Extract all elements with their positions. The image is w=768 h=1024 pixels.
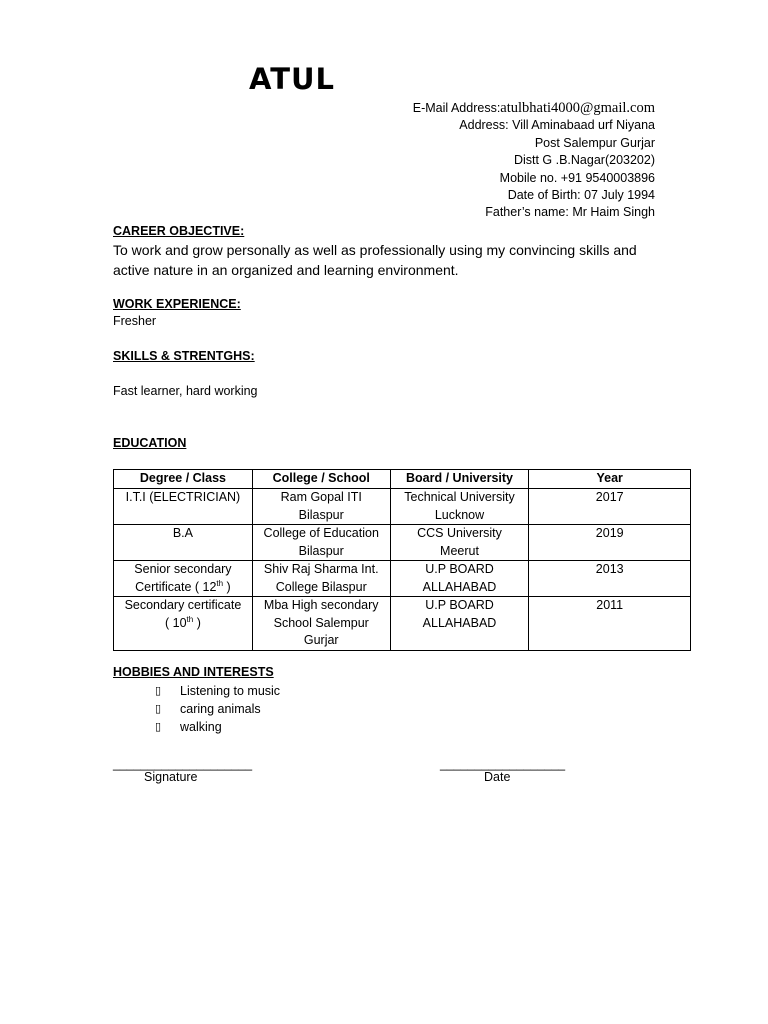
hobbies-list xyxy=(155,682,280,736)
signature-label: Signature xyxy=(144,770,198,784)
ordinal-suffix: th xyxy=(216,578,224,588)
table-row xyxy=(114,561,691,597)
year-cell: 2019 xyxy=(529,525,691,561)
college-cell xyxy=(252,525,390,561)
degree-line: I.T.I (ELECTRICIAN) xyxy=(125,490,241,504)
career-objective-line-1: To work and grow personally as well as professionally using my convincing skills and xyxy=(113,242,637,258)
header-college: College / School xyxy=(252,470,390,489)
board-cell xyxy=(390,597,529,651)
degree-text: ( 10 xyxy=(165,615,187,630)
college-line: College of Education xyxy=(263,526,379,540)
contact-block xyxy=(413,100,655,222)
bullet-icon: ▯ xyxy=(155,684,162,697)
email-line xyxy=(413,100,655,117)
year-cell: 2017 xyxy=(529,489,691,525)
bullet-icon: ▯ xyxy=(155,720,162,733)
mobile-number: Mobile no. +91 9540003896 xyxy=(499,170,655,185)
board-line: ALLAHABAD xyxy=(422,579,497,594)
board-line: U.P BOARD xyxy=(425,598,494,612)
address-line-1: Address: Vill Aminabaad urf Niyana xyxy=(459,118,655,133)
skills-value: Fast learner, hard working xyxy=(113,384,258,398)
year-cell: 2011 xyxy=(529,597,691,651)
board-line: Technical University xyxy=(404,490,515,504)
bullet-icon: ▯ xyxy=(155,702,162,715)
board-line: ALLAHABAD xyxy=(422,615,497,630)
date-line: __________________ xyxy=(440,757,566,771)
college-line: School Salempur xyxy=(273,615,369,630)
table-row xyxy=(114,489,691,525)
degree-line: B.A xyxy=(172,526,193,540)
address-line-3: Distt G .B.Nagar(203202) xyxy=(513,153,655,168)
career-objective-heading: CAREER OBJECTIVE: xyxy=(113,224,245,238)
board-line: CCS University xyxy=(417,526,502,540)
skills-heading: SKILLS & STRENTGHS: xyxy=(113,349,255,363)
degree-cell xyxy=(114,561,253,597)
father-name: Father’s name: Mr Haim Singh xyxy=(485,205,655,220)
college-line: Bilaspur xyxy=(298,543,344,558)
candidate-name: ATUL xyxy=(249,62,336,96)
list-item xyxy=(155,718,280,736)
ordinal-suffix: th xyxy=(186,614,194,624)
career-objective-line-2: active nature in an organized and learning environment. xyxy=(113,262,459,278)
table-row xyxy=(114,597,691,651)
signature-line: ____________________ xyxy=(113,757,253,771)
email-label: E-Mail Address: xyxy=(412,101,501,115)
board-cell xyxy=(390,489,529,525)
college-line: Mba High secondary xyxy=(263,598,379,612)
degree-text: Certificate ( 12 xyxy=(135,579,217,594)
address-line-2: Post Salempur Gurjar xyxy=(534,135,655,150)
board-cell xyxy=(390,525,529,561)
list-item xyxy=(155,700,280,718)
email-value: atulbhati4000@gmail.com xyxy=(500,100,655,116)
degree-line: Secondary certificate xyxy=(124,598,242,612)
board-line: Meerut xyxy=(440,543,479,558)
date-label: Date xyxy=(484,770,511,784)
career-objective-text xyxy=(113,240,643,280)
board-line: Lucknow xyxy=(434,507,485,522)
degree-tail: ) xyxy=(223,579,231,594)
degree-cell xyxy=(114,525,253,561)
college-cell xyxy=(252,597,390,651)
hobby-text: Listening to music xyxy=(180,684,281,698)
work-experience-value: Fresher xyxy=(113,314,157,328)
hobby-text: caring animals xyxy=(180,702,261,716)
list-item xyxy=(155,682,280,700)
header-degree: Degree / Class xyxy=(114,470,253,489)
college-line: Ram Gopal ITI xyxy=(280,490,362,504)
degree-line xyxy=(118,615,248,633)
year-cell: 2013 xyxy=(529,561,691,597)
education-heading: EDUCATION xyxy=(113,436,187,450)
college-line: College Bilaspur xyxy=(275,579,367,594)
hobbies-heading: HOBBIES AND INTERESTS xyxy=(113,665,274,679)
degree-tail: ) xyxy=(193,615,201,630)
college-cell xyxy=(252,561,390,597)
college-line: Gurjar xyxy=(303,633,339,647)
degree-cell xyxy=(114,489,253,525)
board-line: U.P BOARD xyxy=(425,562,494,576)
work-experience-heading: WORK EXPERIENCE: xyxy=(113,297,241,311)
college-cell xyxy=(252,489,390,525)
header-board: Board / University xyxy=(390,470,529,489)
header-year: Year xyxy=(529,470,691,489)
degree-cell xyxy=(114,597,253,651)
board-cell xyxy=(390,561,529,597)
college-line: Shiv Raj Sharma Int. xyxy=(263,562,379,576)
degree-line xyxy=(118,579,248,597)
college-line: Bilaspur xyxy=(298,507,344,522)
degree-line: Senior secondary xyxy=(134,562,232,576)
date-of-birth: Date of Birth: 07 July 1994 xyxy=(507,188,655,203)
education-header-row xyxy=(114,470,691,489)
hobby-text: walking xyxy=(180,720,222,734)
education-table xyxy=(113,469,691,651)
table-row xyxy=(114,525,691,561)
